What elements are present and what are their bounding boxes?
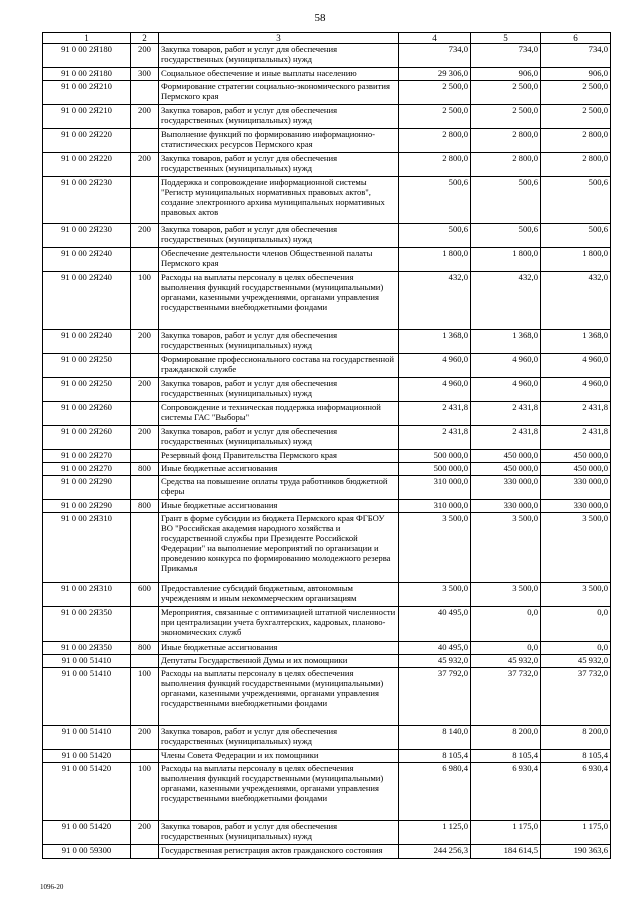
amount-2021-cell: 2 431,8: [399, 402, 471, 426]
item-name-cell: Мероприятия, связанные с оптимизацией штатной численности при централизации учета бухгалтерских, кадровых, планово-экономических служб: [159, 607, 399, 642]
expense-type-cell: 800: [131, 463, 159, 476]
amount-2022-cell: 500,6: [471, 224, 541, 248]
item-name-cell: Расходы на выплаты персоналу в целях обеспечения выполнения функций государственными (муниципальными) органами, казенными учреждениями, органами управления государственными внебюджетными фондами: [159, 272, 399, 330]
amount-2022-cell: 184 614,5: [471, 845, 541, 859]
item-name-cell: Закупка товаров, работ и услуг для обеспечения государственных (муниципальных) нужд: [159, 44, 399, 68]
expense-type-cell: 200: [131, 153, 159, 177]
target-code-cell: 91 0 00 51420: [43, 821, 131, 845]
target-code-cell: 91 0 00 2Я210: [43, 81, 131, 105]
item-name-cell: Государственная регистрация актов гражданского состояния: [159, 845, 399, 859]
table-row: [43, 750, 611, 763]
amount-2022-cell: 4 960,0: [471, 354, 541, 378]
item-name-cell: Выполнение функций по формированию информационно-статистических ресурсов Пермского края: [159, 129, 399, 153]
target-code-cell: 91 0 00 51410: [43, 668, 131, 726]
amount-2023-cell: 1 368,0: [541, 330, 611, 354]
item-name-cell: Члены Совета Федерации и их помощники: [159, 750, 399, 763]
amount-2021-cell: 40 495,0: [399, 642, 471, 655]
header-cell: 4: [399, 33, 471, 44]
table-row: [43, 248, 611, 272]
amount-2021-cell: 500,6: [399, 224, 471, 248]
amount-2022-cell: 2 800,0: [471, 153, 541, 177]
amount-2022-cell: 330 000,0: [471, 476, 541, 500]
amount-2023-cell: 330 000,0: [541, 500, 611, 513]
expense-type-cell: [131, 476, 159, 500]
amount-2023-cell: 0,0: [541, 607, 611, 642]
amount-2023-cell: 450 000,0: [541, 463, 611, 476]
amount-2023-cell: 500,6: [541, 177, 611, 224]
amount-2023-cell: 45 932,0: [541, 655, 611, 668]
expense-type-cell: [131, 248, 159, 272]
amount-2023-cell: 190 363,6: [541, 845, 611, 859]
amount-2021-cell: 8 105,4: [399, 750, 471, 763]
amount-2023-cell: 2 500,0: [541, 105, 611, 129]
table-row: [43, 153, 611, 177]
table-row: [43, 177, 611, 224]
amount-2023-cell: 450 000,0: [541, 450, 611, 463]
amount-2023-cell: 3 500,0: [541, 513, 611, 583]
table-row: [43, 513, 611, 583]
expense-type-cell: 100: [131, 272, 159, 330]
header-cell: 2: [131, 33, 159, 44]
target-code-cell: 91 0 00 2Я270: [43, 463, 131, 476]
item-name-cell: Закупка товаров, работ и услуг для обеспечения государственных (муниципальных) нужд: [159, 726, 399, 750]
amount-2023-cell: 432,0: [541, 272, 611, 330]
budget-table: [42, 32, 611, 859]
amount-2022-cell: 906,0: [471, 68, 541, 81]
table-row: [43, 500, 611, 513]
table-row: [43, 476, 611, 500]
amount-2021-cell: 1 800,0: [399, 248, 471, 272]
header-cell: 5: [471, 33, 541, 44]
amount-2022-cell: 2 500,0: [471, 81, 541, 105]
table-row: [43, 450, 611, 463]
item-name-cell: Закупка товаров, работ и услуг для обеспечения государственных (муниципальных) нужд: [159, 821, 399, 845]
amount-2022-cell: 2 800,0: [471, 129, 541, 153]
amount-2022-cell: 432,0: [471, 272, 541, 330]
table-row: [43, 821, 611, 845]
amount-2021-cell: 1 125,0: [399, 821, 471, 845]
amount-2021-cell: 310 000,0: [399, 500, 471, 513]
table-row: [43, 845, 611, 859]
header-cell: 3: [159, 33, 399, 44]
amount-2021-cell: 6 980,4: [399, 763, 471, 821]
expense-type-cell: [131, 129, 159, 153]
amount-2021-cell: 500,6: [399, 177, 471, 224]
amount-2021-cell: 2 500,0: [399, 105, 471, 129]
amount-2021-cell: 2 800,0: [399, 153, 471, 177]
expense-type-cell: 100: [131, 668, 159, 726]
target-code-cell: 91 0 00 2Я260: [43, 426, 131, 450]
table-row: [43, 81, 611, 105]
table-row: [43, 607, 611, 642]
header-cell: 6: [541, 33, 611, 44]
table-row: [43, 655, 611, 668]
amount-2022-cell: 45 932,0: [471, 655, 541, 668]
amount-2023-cell: 8 200,0: [541, 726, 611, 750]
amount-2021-cell: 1 368,0: [399, 330, 471, 354]
table-row: [43, 426, 611, 450]
expense-type-cell: 300: [131, 68, 159, 81]
item-name-cell: Иные бюджетные ассигнования: [159, 463, 399, 476]
amount-2021-cell: 2 800,0: [399, 129, 471, 153]
expense-type-cell: [131, 402, 159, 426]
item-name-cell: Формирование стратегии социально-экономического развития Пермского края: [159, 81, 399, 105]
amount-2022-cell: 500,6: [471, 177, 541, 224]
item-name-cell: Грант в форме субсидии из бюджета Пермского края ФГБОУ ВО "Российская академия народного хозяйства и государственной службы при Президенте Российской Федерации" на выполнение мероприятий по организации и проведению конкурса по формированию молодежного резерва Прикамья: [159, 513, 399, 583]
item-name-cell: Формирование профессионального состава на государственной гражданской службе: [159, 354, 399, 378]
target-code-cell: 91 0 00 2Я310: [43, 513, 131, 583]
target-code-cell: 91 0 00 2Я220: [43, 129, 131, 153]
amount-2021-cell: 4 960,0: [399, 354, 471, 378]
amount-2022-cell: 450 000,0: [471, 450, 541, 463]
amount-2021-cell: 3 500,0: [399, 583, 471, 607]
target-code-cell: 91 0 00 2Я230: [43, 177, 131, 224]
item-name-cell: Поддержка и сопровождение информационной системы "Регистр муниципальных нормативных правовых актов", создание электронного архива муниципальных нормативных правовых актов: [159, 177, 399, 224]
expense-type-cell: 200: [131, 378, 159, 402]
target-code-cell: 91 0 00 51410: [43, 726, 131, 750]
amount-2022-cell: 3 500,0: [471, 583, 541, 607]
expense-type-cell: [131, 450, 159, 463]
table-row: [43, 378, 611, 402]
target-code-cell: 91 0 00 51420: [43, 763, 131, 821]
amount-2022-cell: 450 000,0: [471, 463, 541, 476]
table-row: [43, 68, 611, 81]
expense-type-cell: [131, 177, 159, 224]
amount-2023-cell: 2 500,0: [541, 81, 611, 105]
target-code-cell: 91 0 00 2Я270: [43, 450, 131, 463]
document-footer-code: 1096-20: [40, 883, 64, 891]
table-row: [43, 330, 611, 354]
expense-type-cell: [131, 750, 159, 763]
amount-2022-cell: 4 960,0: [471, 378, 541, 402]
header-row: [43, 33, 611, 44]
target-code-cell: 91 0 00 2Я250: [43, 378, 131, 402]
target-code-cell: 91 0 00 2Я180: [43, 68, 131, 81]
target-code-cell: 91 0 00 2Я240: [43, 272, 131, 330]
amount-2022-cell: 0,0: [471, 642, 541, 655]
target-code-cell: 91 0 00 2Я240: [43, 248, 131, 272]
expense-type-cell: 200: [131, 726, 159, 750]
amount-2023-cell: 8 105,4: [541, 750, 611, 763]
item-name-cell: Закупка товаров, работ и услуг для обеспечения государственных (муниципальных) нужд: [159, 426, 399, 450]
amount-2021-cell: 734,0: [399, 44, 471, 68]
expense-type-cell: 200: [131, 224, 159, 248]
expense-type-cell: 200: [131, 105, 159, 129]
amount-2022-cell: 8 200,0: [471, 726, 541, 750]
target-code-cell: 91 0 00 2Я350: [43, 642, 131, 655]
amount-2021-cell: 45 932,0: [399, 655, 471, 668]
item-name-cell: Сопровождение и техническая поддержка информационной системы ГАС "Выборы": [159, 402, 399, 426]
amount-2022-cell: 8 105,4: [471, 750, 541, 763]
header-cell: 1: [43, 33, 131, 44]
amount-2023-cell: 500,6: [541, 224, 611, 248]
amount-2022-cell: 1 800,0: [471, 248, 541, 272]
target-code-cell: 91 0 00 2Я290: [43, 500, 131, 513]
expense-type-cell: 200: [131, 426, 159, 450]
table-row: [43, 354, 611, 378]
item-name-cell: Обеспечение деятельности членов Общественной палаты Пермского края: [159, 248, 399, 272]
amount-2021-cell: 2 431,8: [399, 426, 471, 450]
item-name-cell: Закупка товаров, работ и услуг для обеспечения государственных (муниципальных) нужд: [159, 153, 399, 177]
target-code-cell: 91 0 00 2Я180: [43, 44, 131, 68]
amount-2023-cell: 1 175,0: [541, 821, 611, 845]
table-row: [43, 44, 611, 68]
amount-2021-cell: 500 000,0: [399, 450, 471, 463]
amount-2021-cell: 40 495,0: [399, 607, 471, 642]
expense-type-cell: [131, 655, 159, 668]
item-name-cell: Предоставление субсидий бюджетным, автономным учреждениям и иным некоммерческим организациям: [159, 583, 399, 607]
amount-2023-cell: 37 732,0: [541, 668, 611, 726]
amount-2021-cell: 4 960,0: [399, 378, 471, 402]
expense-type-cell: 200: [131, 44, 159, 68]
target-code-cell: 91 0 00 2Я290: [43, 476, 131, 500]
amount-2023-cell: 330 000,0: [541, 476, 611, 500]
table-row: [43, 642, 611, 655]
expense-type-cell: 200: [131, 330, 159, 354]
table-row: [43, 129, 611, 153]
amount-2023-cell: 0,0: [541, 642, 611, 655]
item-name-cell: Закупка товаров, работ и услуг для обеспечения государственных (муниципальных) нужд: [159, 105, 399, 129]
item-name-cell: Резервный фонд Правительства Пермского края: [159, 450, 399, 463]
expense-type-cell: [131, 845, 159, 859]
target-code-cell: 91 0 00 2Я260: [43, 402, 131, 426]
amount-2022-cell: 0,0: [471, 607, 541, 642]
expense-type-cell: [131, 81, 159, 105]
amount-2021-cell: 244 256,3: [399, 845, 471, 859]
expense-type-cell: 200: [131, 821, 159, 845]
target-code-cell: 91 0 00 59300: [43, 845, 131, 859]
expense-type-cell: [131, 513, 159, 583]
item-name-cell: Социальное обеспечение и иные выплаты населению: [159, 68, 399, 81]
amount-2022-cell: 2 431,8: [471, 426, 541, 450]
target-code-cell: 91 0 00 2Я210: [43, 105, 131, 129]
item-name-cell: Закупка товаров, работ и услуг для обеспечения государственных (муниципальных) нужд: [159, 378, 399, 402]
table-row: [43, 272, 611, 330]
amount-2023-cell: 4 960,0: [541, 354, 611, 378]
item-name-cell: Депутаты Государственной Думы и их помощники: [159, 655, 399, 668]
target-code-cell: 91 0 00 2Я220: [43, 153, 131, 177]
table-row: [43, 463, 611, 476]
amount-2021-cell: 500 000,0: [399, 463, 471, 476]
amount-2022-cell: 37 732,0: [471, 668, 541, 726]
item-name-cell: Закупка товаров, работ и услуг для обеспечения государственных (муниципальных) нужд: [159, 224, 399, 248]
amount-2023-cell: 906,0: [541, 68, 611, 81]
page-number: 58: [314, 12, 326, 24]
table-row: [43, 583, 611, 607]
amount-2023-cell: 734,0: [541, 44, 611, 68]
amount-2021-cell: 2 500,0: [399, 81, 471, 105]
amount-2023-cell: 4 960,0: [541, 378, 611, 402]
target-code-cell: 91 0 00 2Я250: [43, 354, 131, 378]
amount-2022-cell: 734,0: [471, 44, 541, 68]
expense-type-cell: 100: [131, 763, 159, 821]
expense-type-cell: 800: [131, 642, 159, 655]
item-name-cell: Расходы на выплаты персоналу в целях обеспечения выполнения функций государственными (муниципальными) органами, казенными учреждениями, органами управления государственными внебюджетными фондами: [159, 668, 399, 726]
table-row: [43, 402, 611, 426]
expense-type-cell: 600: [131, 583, 159, 607]
amount-2023-cell: 1 800,0: [541, 248, 611, 272]
target-code-cell: 91 0 00 2Я350: [43, 607, 131, 642]
target-code-cell: 91 0 00 51410: [43, 655, 131, 668]
expense-type-cell: [131, 607, 159, 642]
table-row: [43, 668, 611, 726]
amount-2023-cell: 2 800,0: [541, 129, 611, 153]
expense-type-cell: [131, 354, 159, 378]
target-code-cell: 91 0 00 2Я230: [43, 224, 131, 248]
target-code-cell: 91 0 00 2Я310: [43, 583, 131, 607]
amount-2022-cell: 1 175,0: [471, 821, 541, 845]
amount-2021-cell: 29 306,0: [399, 68, 471, 81]
item-name-cell: Иные бюджетные ассигнования: [159, 642, 399, 655]
item-name-cell: Закупка товаров, работ и услуг для обеспечения государственных (муниципальных) нужд: [159, 330, 399, 354]
target-code-cell: 91 0 00 51420: [43, 750, 131, 763]
amount-2023-cell: 6 930,4: [541, 763, 611, 821]
item-name-cell: Расходы на выплаты персоналу в целях обеспечения выполнения функций государственными (муниципальными) органами, казенными учреждениями, органами управления государственными внебюджетными фондами: [159, 763, 399, 821]
amount-2022-cell: 2 500,0: [471, 105, 541, 129]
table-row: [43, 726, 611, 750]
amount-2022-cell: 330 000,0: [471, 500, 541, 513]
amount-2022-cell: 3 500,0: [471, 513, 541, 583]
target-code-cell: 91 0 00 2Я240: [43, 330, 131, 354]
table-row: [43, 105, 611, 129]
table-row: [43, 224, 611, 248]
amount-2022-cell: 6 930,4: [471, 763, 541, 821]
item-name-cell: Средства на повышение оплаты труда работников бюджетной сферы: [159, 476, 399, 500]
amount-2021-cell: 310 000,0: [399, 476, 471, 500]
amount-2022-cell: 2 431,8: [471, 402, 541, 426]
item-name-cell: Иные бюджетные ассигнования: [159, 500, 399, 513]
amount-2021-cell: 37 792,0: [399, 668, 471, 726]
amount-2022-cell: 1 368,0: [471, 330, 541, 354]
expense-type-cell: 800: [131, 500, 159, 513]
table-row: [43, 763, 611, 821]
amount-2021-cell: 432,0: [399, 272, 471, 330]
amount-2021-cell: 3 500,0: [399, 513, 471, 583]
amount-2023-cell: 2 800,0: [541, 153, 611, 177]
amount-2023-cell: 3 500,0: [541, 583, 611, 607]
amount-2023-cell: 2 431,8: [541, 402, 611, 426]
amount-2021-cell: 8 140,0: [399, 726, 471, 750]
amount-2023-cell: 2 431,8: [541, 426, 611, 450]
